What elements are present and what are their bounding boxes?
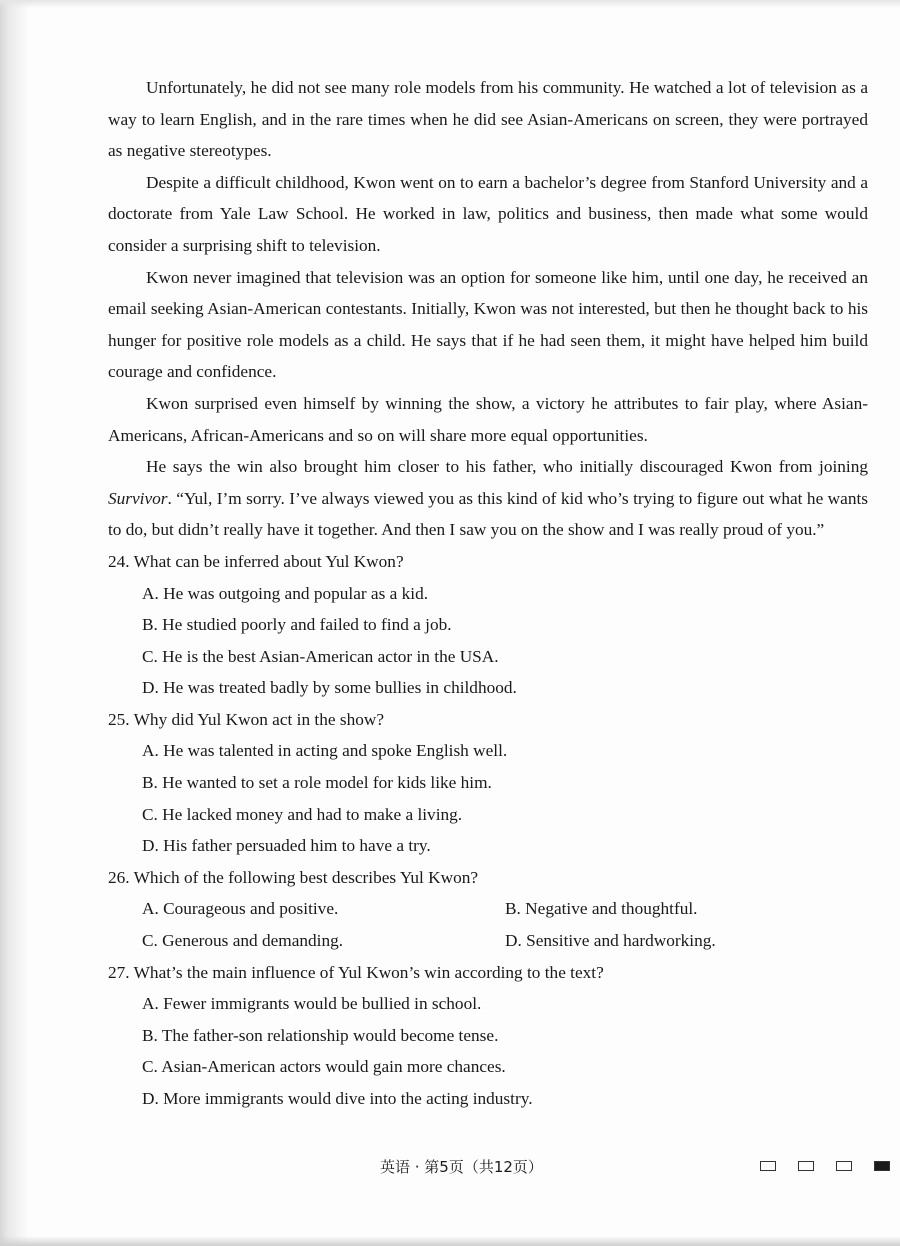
option-b: B. Negative and thoughtful.	[505, 899, 698, 919]
option-row-1	[108, 893, 868, 925]
option-c: C. He lacked money and had to make a living.	[142, 804, 463, 824]
page-number-label: 英语 · 第5页（共12页）	[380, 1158, 543, 1176]
option-c: C. He is the best Asian-American actor in the USA.	[142, 646, 499, 666]
question-text: What’s the main influence of Yul Kwon’s win according to the text?	[133, 962, 604, 982]
paragraph-text-after-title: . “Yul, I’m sorry. I’ve always viewed you as this kind of kid who’s trying to figure out what he wants to do, but didn’t really have it together. And then I saw you on the show and I was really proud of you.”	[108, 488, 868, 540]
question-stem	[108, 957, 868, 989]
option-a: A. He was outgoing and popular as a kid.	[142, 583, 429, 603]
question-24	[108, 546, 868, 704]
question-text: What can be inferred about Yul Kwon?	[133, 551, 404, 571]
question-27	[108, 957, 868, 1115]
option-b: B. He wanted to set a role model for kids like him.	[142, 773, 492, 793]
page-marker-empty	[760, 1161, 776, 1171]
question-number: 24.	[108, 551, 130, 571]
option-c: C. Asian-American actors would gain more chances.	[142, 1057, 506, 1077]
passage-paragraph-4: Kwon surprised even himself by winning the show, a victory he attributes to fair play, where Asian-Americans, African-Americans and so on will share more equal opportunities.	[108, 393, 868, 445]
option-d: D. His father persuaded him to have a try.	[142, 836, 431, 856]
passage-paragraph-1: Unfortunately, he did not see many role models from his community. He watched a lot of television as a way to learn English, and in the rare times when he did see Asian-Americans on screen, they were portrayed as negative stereotypes.	[108, 78, 868, 161]
passage-paragraph-2: Despite a difficult childhood, Kwon went on to earn a bachelor’s degree from Stanford University and a doctorate from Yale Law School. He worked in law, politics and business, then made what some would consider a surprising shift to television.	[108, 172, 868, 255]
question-number: 25.	[108, 709, 130, 729]
question-number: 27.	[108, 962, 130, 982]
option-c: C. Generous and demanding.	[142, 931, 344, 951]
scan-shadow-top	[0, 0, 900, 8]
option-d: D. He was treated badly by some bullies in childhood.	[142, 678, 517, 698]
show-title: Survivor	[108, 488, 168, 508]
option-d: D. More immigrants would dive into the acting industry.	[142, 1089, 533, 1108]
option-b: B. He studied poorly and failed to find a job.	[142, 615, 452, 635]
question-stem	[108, 546, 868, 578]
option-a: A. Courageous and positive.	[142, 899, 339, 919]
question-stem	[108, 862, 868, 894]
question-25	[108, 704, 868, 862]
page-marker-empty	[836, 1161, 852, 1171]
option-a: A. Fewer immigrants would be bullied in school.	[142, 994, 482, 1014]
page-content	[108, 72, 868, 1115]
page-footer	[0, 1152, 900, 1182]
question-stem	[108, 704, 868, 736]
page-marker-empty	[798, 1161, 814, 1171]
paragraph-text-before-title: He says the win also brought him closer to his father, who initially discouraged Kwon from joining	[146, 457, 868, 477]
scan-shadow-bottom	[0, 1236, 900, 1246]
question-text: Why did Yul Kwon act in the show?	[133, 709, 384, 729]
page-marker-filled	[874, 1161, 890, 1171]
passage-paragraph-3: Kwon never imagined that television was an option for someone like him, until one day, he received an email seeking Asian-American contestants. Initially, Kwon was not interested, but then he thought back to his hunger for positive role models as a child. He says that if he had seen them, it might have helped him build courage and confidence.	[108, 267, 868, 382]
scan-shadow-left	[0, 0, 30, 1246]
question-26	[108, 862, 868, 957]
option-b: B. The father-son relationship would become tense.	[142, 1025, 499, 1045]
question-number: 26.	[108, 867, 130, 887]
option-a: A. He was talented in acting and spoke English well.	[142, 741, 508, 761]
option-d: D. Sensitive and hardworking.	[505, 931, 716, 951]
question-text: Which of the following best describes Yul Kwon?	[133, 867, 479, 887]
page-marker-boxes	[760, 1161, 890, 1171]
reading-passage	[108, 72, 868, 546]
option-row-2	[108, 925, 868, 957]
passage-paragraph-5	[108, 451, 868, 546]
